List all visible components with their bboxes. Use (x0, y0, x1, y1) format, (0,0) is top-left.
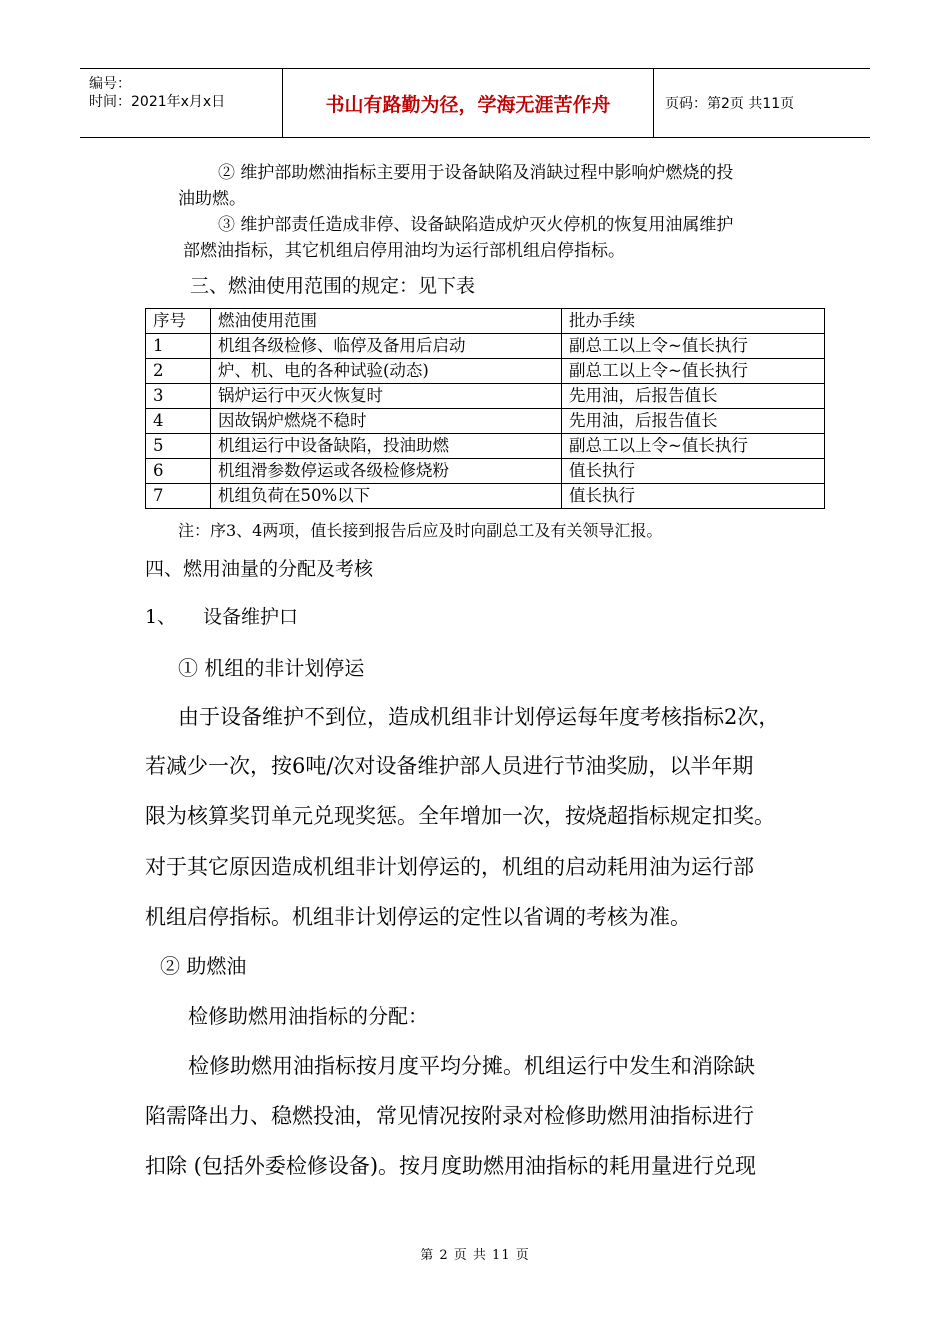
table-cell: 机组滑参数停运或各级检修烧粉 (211, 459, 562, 484)
table-cell: 2 (146, 359, 211, 384)
header-page-info: 页码：第2页 共11页 (665, 96, 795, 112)
table-row (146, 459, 825, 484)
paragraph-1-line: 限为核算奖罚单元兑现奖惩。全年增加一次，按烧超指标规定扣奖。 (145, 804, 775, 828)
table-header-cell: 燃油使用范围 (211, 309, 562, 334)
paragraph-1-line: 由于设备维护不到位，造成机组非计划停运每年度考核指标2次， (178, 705, 780, 729)
subsection-1a-title: ① 机组的非计划停运 (178, 656, 365, 680)
table-cell: 值长执行 (562, 484, 825, 509)
subsection-1b-title: ② 助燃油 (160, 954, 247, 978)
document-number-label: 编号： (89, 76, 131, 92)
intro-item-3-line-2: 部燃油指标，其它机组启停用油均为运行部机组启停指标。 (183, 241, 625, 261)
paragraph-1-line: 对于其它原因造成机组非计划停运的，机组的启动耗用油为运行部 (145, 855, 754, 879)
table-row (146, 434, 825, 459)
table-cell: 4 (146, 409, 211, 434)
table-cell: 7 (146, 484, 211, 509)
table-row (146, 409, 825, 434)
table-cell: 炉、机、电的各种试验(动态) (211, 359, 562, 384)
subsection-1-title: 设备维护口 (203, 606, 299, 628)
table-row (146, 359, 825, 384)
subsection-1-number: 1、 (145, 606, 177, 628)
fuel-usage-table (145, 308, 825, 509)
paragraph-2-line: 陷需降出力、稳燃投油，常见情况按附录对检修助燃用油指标进行 (145, 1104, 754, 1128)
table-cell: 先用油，后报告值长 (562, 384, 825, 409)
paragraph-2-line: 扣除 (包括外委检修设备)。按月度助燃用油指标的耗用量进行兑现 (145, 1154, 757, 1178)
header-meta (80, 69, 283, 137)
table-cell: 机组负荷在50%以下 (211, 484, 562, 509)
intro-item-2-line-2: 油助燃。 (178, 189, 246, 209)
table-cell: 6 (146, 459, 211, 484)
table-cell: 副总工以上令~值长执行 (562, 334, 825, 359)
table-cell: 先用油，后报告值长 (562, 409, 825, 434)
table-note: 注：序3、4两项，值长接到报告后应及时向副总工及有关领导汇报。 (178, 521, 663, 540)
document-header (80, 68, 870, 138)
table-cell: 5 (146, 434, 211, 459)
table-header-cell: 序号 (146, 309, 211, 334)
table-cell: 机组各级检修、临停及备用后启动 (211, 334, 562, 359)
table-row (146, 384, 825, 409)
table-cell: 副总工以上令~值长执行 (562, 359, 825, 384)
table-row (146, 484, 825, 509)
paragraph-2-line: 检修助燃用油指标按月度平均分摊。机组运行中发生和消除缺 (188, 1054, 755, 1078)
table-cell: 锅炉运行中灭火恢复时 (211, 384, 562, 409)
page-footer: 第 2 页 共 11 页 (420, 1248, 530, 1263)
section-3-title: 三、燃油使用范围的规定：见下表 (190, 275, 476, 297)
header-motto: 书山有路勤为径，学海无涯苦作舟 (283, 69, 654, 137)
table-row (146, 334, 825, 359)
table-cell: 3 (146, 384, 211, 409)
table-cell: 因故锅炉燃烧不稳时 (211, 409, 562, 434)
table-header-row (146, 309, 825, 334)
table-cell: 1 (146, 334, 211, 359)
paragraph-2-title: 检修助燃用油指标的分配： (188, 1004, 428, 1028)
paragraph-1-line: 机组启停指标。机组非计划停运的定性以省调的考核为准。 (145, 905, 691, 929)
intro-item-3-line-1: ③ 维护部责任造成非停、设备缺陷造成炉灭火停机的恢复用油属维护 (218, 215, 734, 235)
table-header-cell: 批办手续 (562, 309, 825, 334)
table-cell: 值长执行 (562, 459, 825, 484)
paragraph-1-line: 若减少一次，按6吨/次对设备维护部人员进行节油奖励，以半年期 (145, 754, 754, 778)
intro-item-2-line-1: ② 维护部助燃油指标主要用于设备缺陷及消缺过程中影响炉燃烧的投 (218, 163, 734, 183)
section-4-title: 四、燃用油量的分配及考核 (145, 558, 374, 580)
table-cell: 副总工以上令~值长执行 (562, 434, 825, 459)
document-date-label: 时间：2021年x月x日 (89, 94, 226, 110)
table-cell: 机组运行中设备缺陷，投油助燃 (211, 434, 562, 459)
